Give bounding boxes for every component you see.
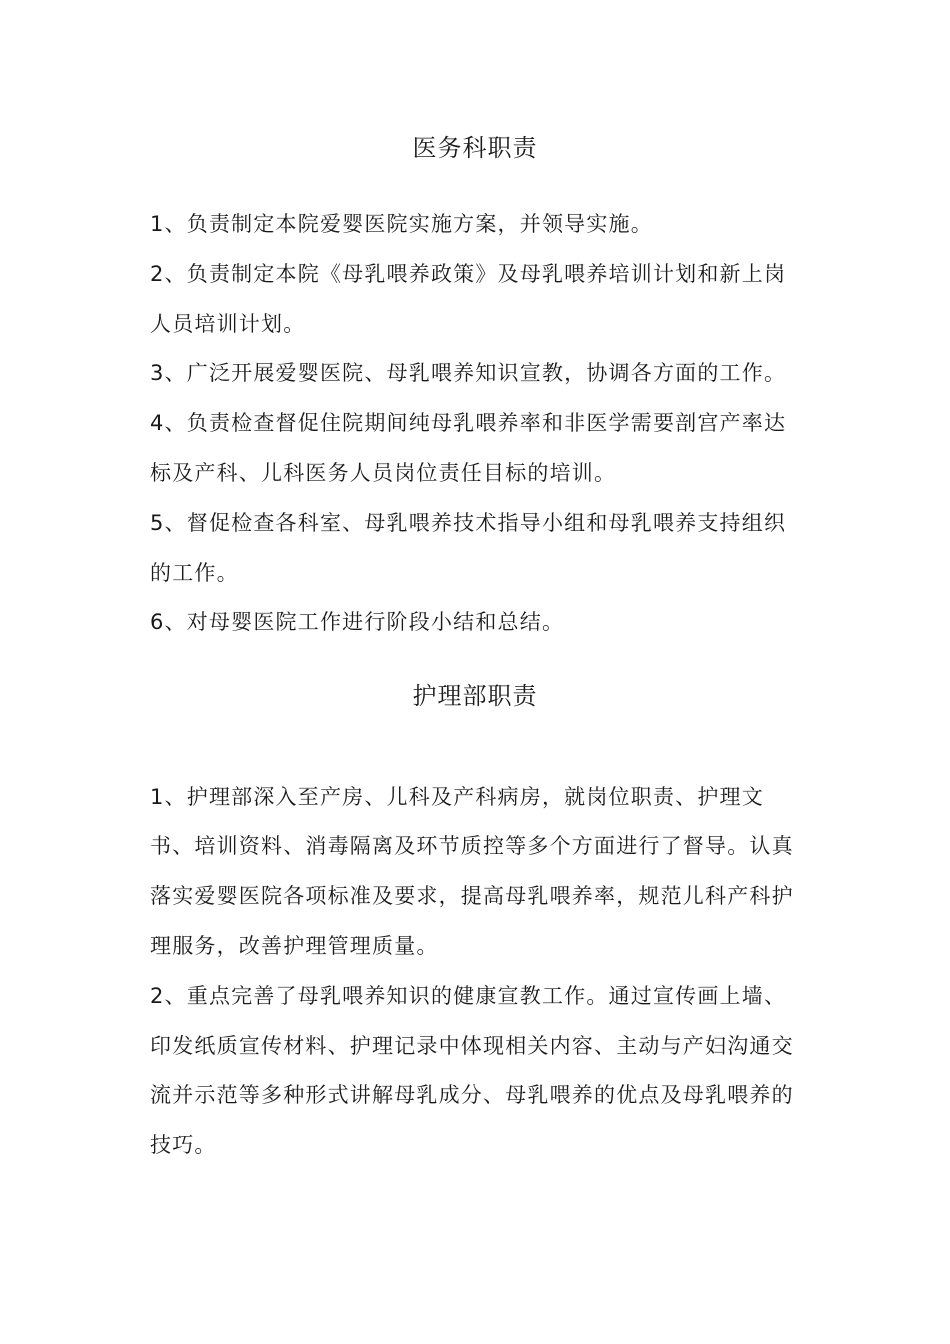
medical-duty-line: 3、广泛开展爱婴医院、母乳喂养知识宣教，协调各方面的工作。 [150, 361, 787, 385]
section-title-nursing: 护理部职责 [412, 682, 538, 710]
nursing-duty-line: 理服务，改善护理管理质量。 [150, 934, 439, 958]
nursing-duty-line: 印发纸质宣传材料、护理记录中体现相关内容、主动与产妇沟通交 [150, 1034, 794, 1058]
medical-duty-line: 2、负责制定本院《母乳喂养政策》及母乳喂养培训计划和新上岗 [150, 262, 787, 286]
nursing-duty-line: 技巧。 [150, 1133, 217, 1157]
nursing-duty-line: 书、培训资料、消毒隔离及环节质控等多个方面进行了督导。认真 [150, 834, 794, 858]
medical-duty-line: 4、负责检查督促住院期间纯母乳喂养率和非医学需要剖宫产率达 [150, 411, 787, 435]
medical-duty-line: 的工作。 [150, 561, 239, 585]
medical-duty-line: 标及产科、儿科医务人员岗位责任目标的培训。 [150, 461, 617, 485]
medical-duty-line: 6、对母婴医院工作进行阶段小结和总结。 [150, 610, 565, 634]
nursing-duty-line: 1、护理部深入至产房、儿科及产科病房，就岗位职责、护理文 [150, 785, 764, 809]
nursing-duty-line: 2、重点完善了母乳喂养知识的健康宣教工作。通过宣传画上墙、 [150, 984, 787, 1008]
medical-duty-line: 1、负责制定本院爱婴医院实施方案，并领导实施。 [150, 212, 653, 236]
nursing-duty-line: 流并示范等多种形式讲解母乳成分、母乳喂养的优点及母乳喂养的 [150, 1083, 794, 1107]
nursing-duty-line: 落实爱婴医院各项标准及要求，提高母乳喂养率，规范儿科产科护 [150, 884, 794, 908]
section-title-medical-affairs: 医务科职责 [412, 134, 538, 162]
medical-duty-line: 人员培训计划。 [150, 312, 306, 336]
medical-duty-line: 5、督促检查各科室、母乳喂养技术指导小组和母乳喂养支持组织 [150, 511, 787, 535]
